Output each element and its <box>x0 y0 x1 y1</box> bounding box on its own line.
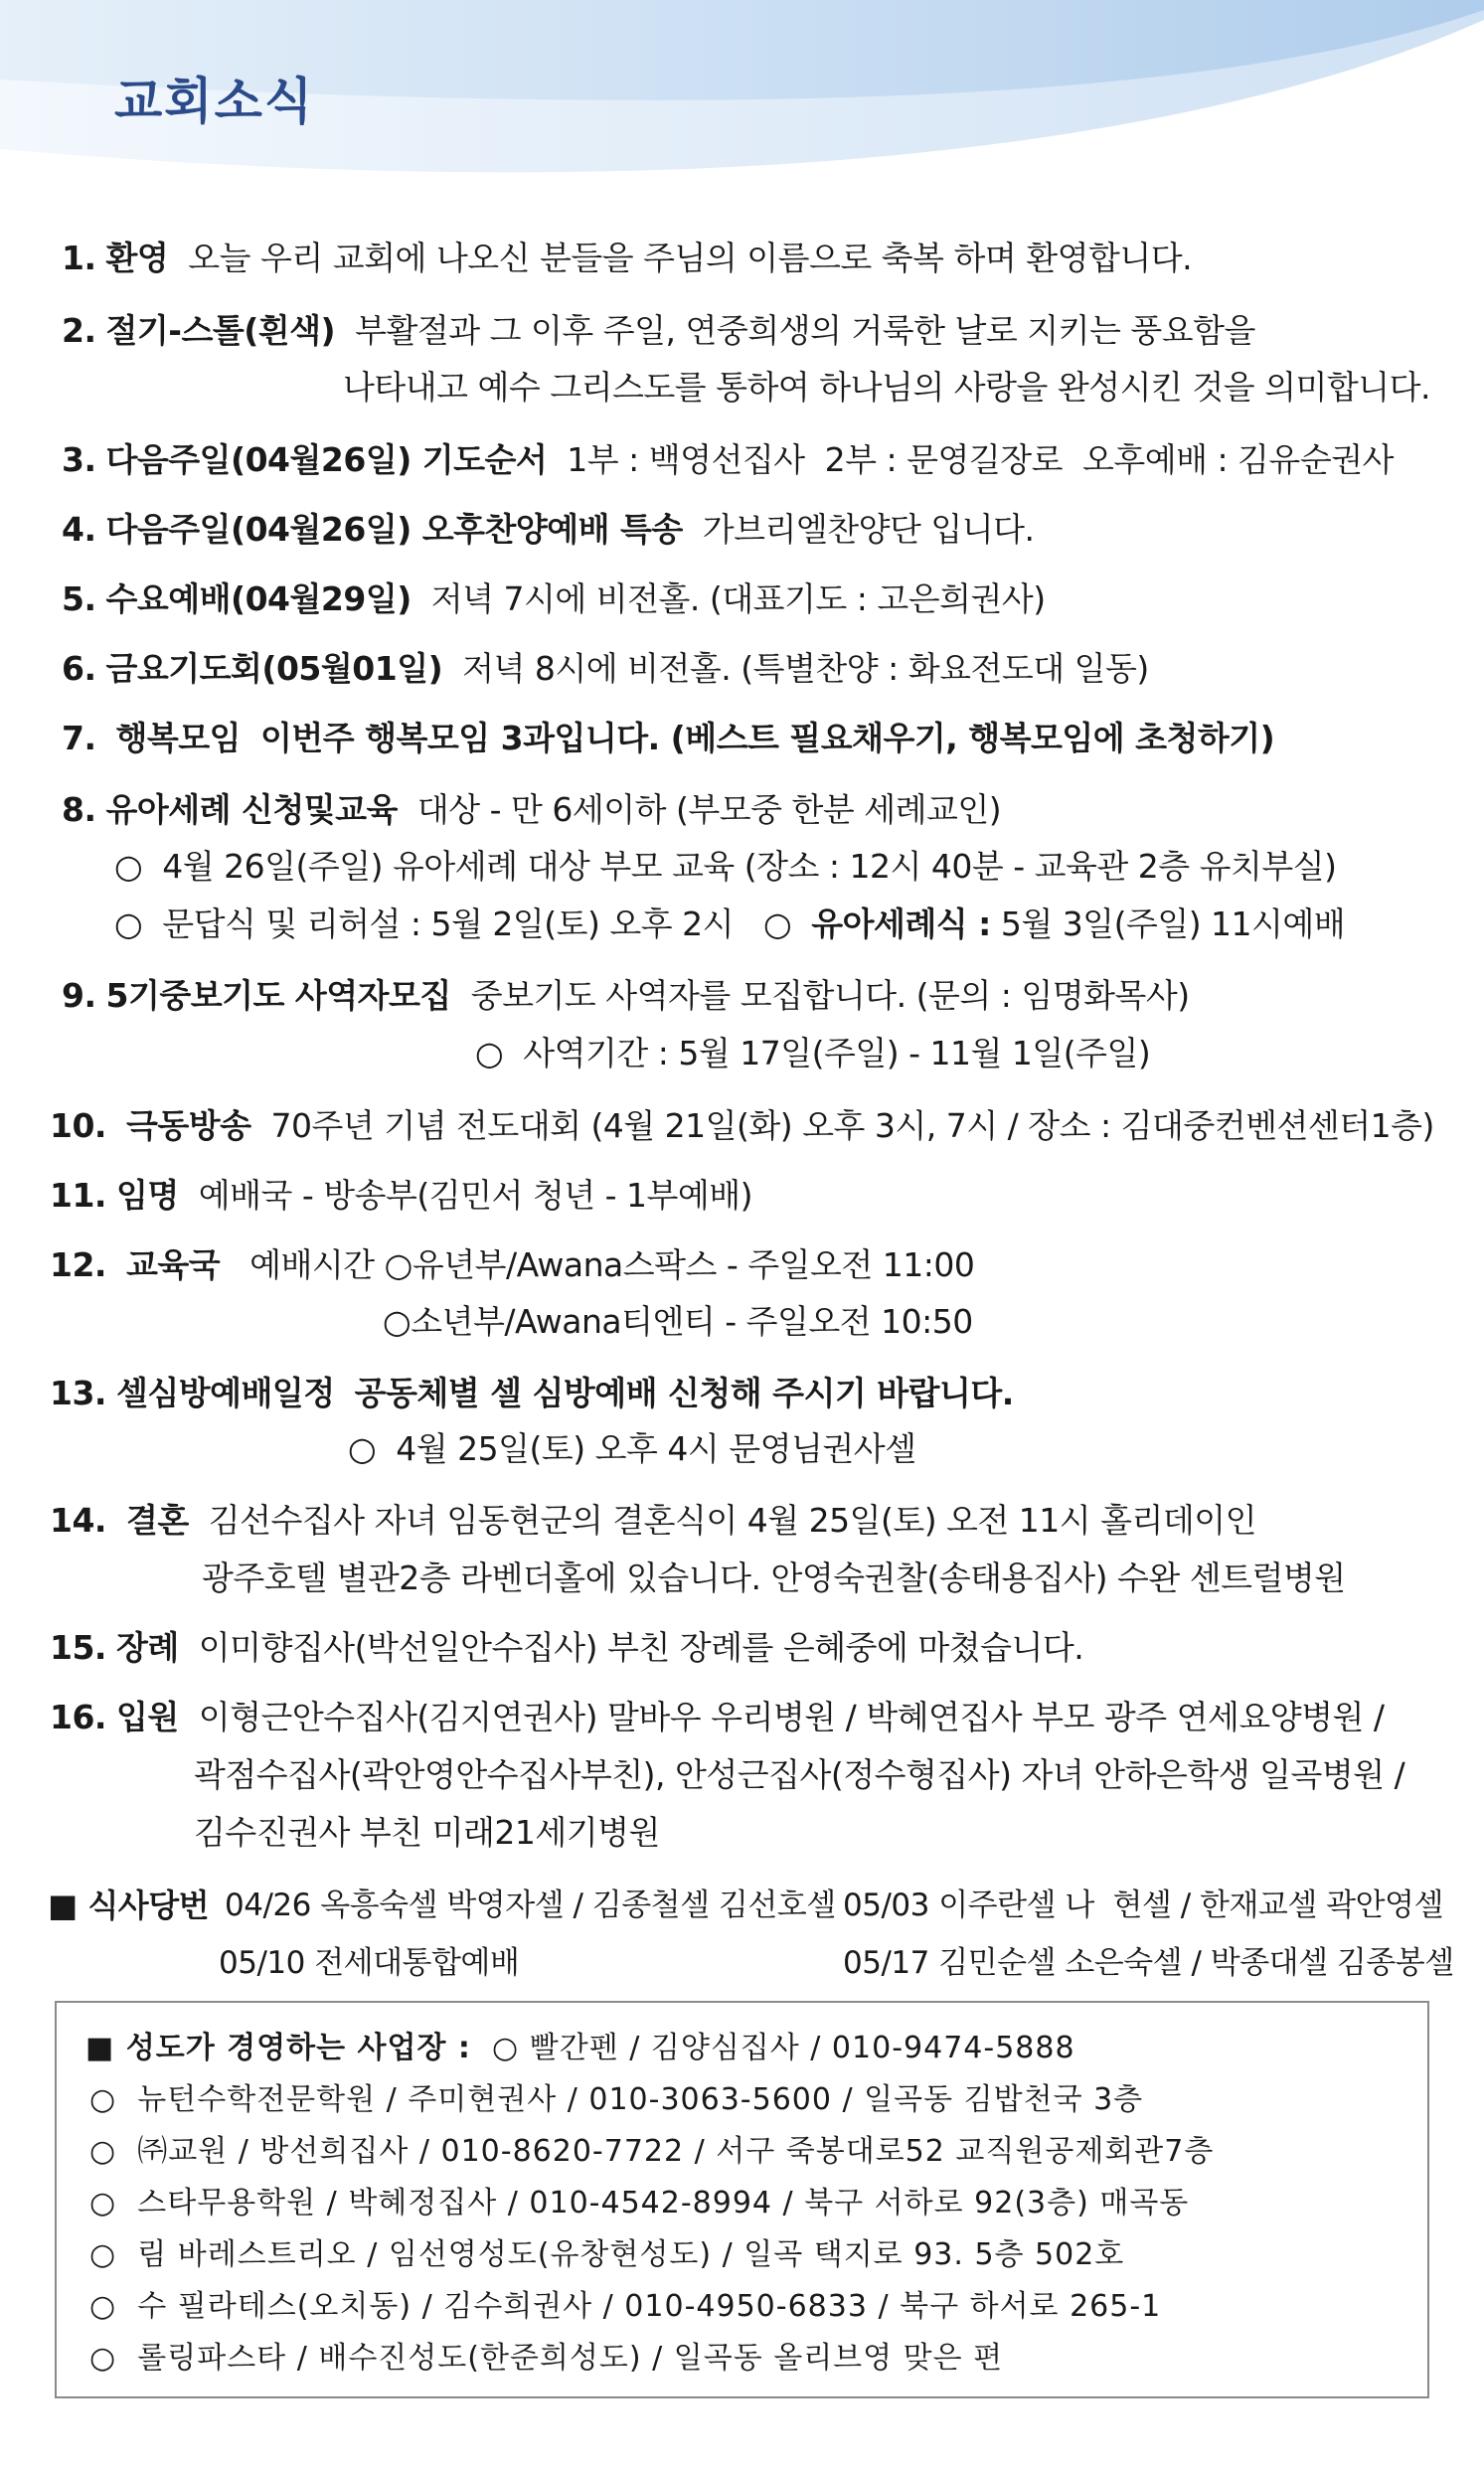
notice-item-12: 12. 교육국 예배시간 ○유년부/Awana스팍스 - 주일오전 11:00 <box>50 1245 975 1284</box>
item-label: 장례 <box>115 1628 179 1667</box>
bullet: ○ <box>492 2031 520 2065</box>
notice-item-8: 8. 유아세례 신청및교육 대상 - 만 6세이하 (부모중 한분 세례교인) <box>62 790 1002 829</box>
bullet: ○ <box>348 1429 377 1468</box>
business-line-2: ○ ㈜교원 / 방선희집사 / 010-8620-7722 / 서구 죽봉대로52 교직원공제회관7층 <box>89 2134 1215 2169</box>
item-label: 결혼 <box>125 1501 189 1540</box>
item-label: 다음주일(04월26일) 기도순서 <box>105 440 548 479</box>
notice-item-9: 9. 5기중보기도 사역자모집 중보기도 사역자를 모집합니다. (문의 : 임명화목사) <box>62 976 1190 1015</box>
bullet: ○ <box>114 904 143 943</box>
item-label: 다음주일(04월26일) 오후찬양예배 특송 <box>105 510 683 549</box>
notice-item-3: 3. 다음주일(04월26일) 기도순서 1부 : 백영선집사 2부 : 문영길장로 오후예배 : 김유순권사 <box>62 440 1394 479</box>
business-line-6: ○ 롤링파스타 / 배수진성도(한준희성도) / 일곡동 올리브영 맞은 편 <box>89 2341 1004 2376</box>
notice-item-16-cont1: 곽점수집사(곽안영안수집사부친), 안성근집사(정수형집사) 자녀 안하은학생 일곡병원 / <box>194 1755 1405 1794</box>
notice-item-8-sub1: ○ 4월 26일(주일) 유아세례 대상 부모 교육 (장소 : 12시 40분 - 교육관 2층 유치부실) <box>114 847 1337 886</box>
business-line-4: ○ 림 바레스트리오 / 임선영성도(유창현성도) / 일곡 택지로 93. 5층 502호 <box>89 2237 1125 2272</box>
bullet: ○ <box>384 1245 412 1284</box>
item-label: 극동방송 <box>125 1106 251 1145</box>
notice-item-14-cont: 광주호텔 별관2층 라벤더홀에 있습니다. 안영숙권찰(송태용집사) 수완 센트럴병원 <box>202 1559 1346 1597</box>
notice-item-9-sub: ○ 사역기간 : 5월 17일(주일) - 11월 1일(주일) <box>475 1034 1151 1072</box>
notice-item-8-sub2: ○ 문답식 및 리허설 : 5월 2일(토) 오후 2시 ○ 유아세례식 : 5월 3일(주일) 11시예배 <box>114 904 1346 943</box>
notice-item-5: 5. 수요예배(04월29일) 저녁 7시에 비전홀. (대표기도 : 고은희권사) <box>62 579 1046 618</box>
bullet: ○ <box>89 2186 117 2220</box>
notice-item-16: 16. 입원 이형근안수집사(김지연권사) 말바우 우리병원 / 박혜연집사 부모 광주 연세요양병원 / <box>50 1698 1385 1736</box>
bullet: ○ <box>89 2237 117 2272</box>
meal-duty-row1-right: 05/03 이주란셀 나 현셀 / 한재교셀 곽안영셀 <box>843 1888 1443 1923</box>
item-label: 금요기도회(05월01일) <box>105 649 443 688</box>
notice-item-15: 15. 장례 이미향집사(박선일안수집사) 부친 장례를 은혜중에 마쳤습니다. <box>50 1628 1084 1667</box>
item-label: 임명 <box>115 1176 179 1215</box>
item-label: 5기중보기도 사역자모집 <box>105 976 451 1015</box>
bullet: ○ <box>114 847 143 886</box>
item-label: 환영 <box>105 239 169 277</box>
item-label: 수요예배(04월29일) <box>105 579 412 618</box>
meal-duty-label: ■ 식사당번 <box>48 1887 210 1924</box>
notice-item-14: 14. 결혼 김선수집사 자녀 임동현군의 결혼식이 4월 25일(토) 오전 11시 홀리데이인 <box>50 1501 1257 1540</box>
notice-item-13-sub: ○ 4월 25일(토) 오후 4시 문영님권사셀 <box>348 1429 916 1468</box>
notice-item-2: 2. 절기-스톨(흰색) 부활절과 그 이후 주일, 연중희생의 거룩한 날로 지키는 풍요함을 <box>62 311 1255 350</box>
bullet: ○ <box>89 2082 117 2117</box>
meal-duty-row2-left: 05/10 전세대통합예배 <box>219 1945 520 1981</box>
item-label: 입원 <box>115 1698 179 1736</box>
notice-item-4: 4. 다음주일(04월26일) 오후찬양예배 특송 가브리엘찬양단 입니다. <box>62 510 1035 549</box>
notice-item-2-cont: 나타내고 예수 그리스도를 통하여 하나님의 사랑을 완성시킨 것을 의미합니다. <box>343 368 1431 407</box>
item-label: 유아세례 신청및교육 <box>105 790 398 829</box>
meal-duty-row2-right: 05/17 김민순셀 소은숙셀 / 박종대셀 김종봉셀 <box>843 1945 1454 1981</box>
notice-item-13: 13. 셀심방예배일정 공동체별 셀 심방예배 신청해 주시기 바랍니다. <box>50 1374 1014 1412</box>
business-heading: ■ 성도가 경영하는 사업장 : <box>85 2031 471 2065</box>
business-line-5: ○ 수 필라테스(오치동) / 김수희권사 / 010-4950-6833 / 북구 하서로 265-1 <box>89 2289 1162 2324</box>
bullet: ○ <box>89 2341 117 2376</box>
item-label: 셀심방예배일정 <box>115 1374 335 1412</box>
notice-item-7: 7. 행복모임 이번주 행복모임 3과입니다. (베스트 필요채우기, 행복모임에 초청하기) <box>62 719 1275 757</box>
notice-item-11: 11. 임명 예배국 - 방송부(김민서 청년 - 1부예배) <box>50 1176 753 1215</box>
item-label: 교육국 <box>125 1245 221 1284</box>
meal-duty-row1-left: 04/26 옥흥숙셀 박영자셀 / 김종철셀 김선호셀 <box>225 1888 836 1923</box>
business-heading-line: ■ 성도가 경영하는 사업장 : ○ 빨간펜 / 김양심집사 / 010-9474-5888 <box>85 2031 1075 2065</box>
notice-item-6: 6. 금요기도회(05월01일) 저녁 8시에 비전홀. (특별찬양 : 화요전도대 일동) <box>62 649 1149 688</box>
item-label: 행복모임 <box>115 719 241 757</box>
bullet: ○ <box>89 2289 117 2324</box>
notice-item-1: 1. 환영 오늘 우리 교회에 나오신 분들을 주님의 이름으로 축복 하며 환영합니다. <box>62 239 1193 277</box>
bullet: ○ <box>762 904 792 943</box>
item-label: 절기-스톨(흰색) <box>105 311 336 350</box>
bullet: ○ <box>475 1034 504 1072</box>
notice-item-12-sub2: ○소년부/Awana티엔티 - 주일오전 10:50 <box>383 1302 973 1341</box>
notice-item-16-cont2: 김수진권사 부친 미래21세기병원 <box>194 1813 660 1852</box>
business-line-3: ○ 스타무용학원 / 박혜정집사 / 010-4542-8994 / 북구 서하로 92(3층) 매곡동 <box>89 2186 1190 2220</box>
bullet: ○ <box>89 2134 117 2169</box>
notice-item-10: 10. 극동방송 70주년 기념 전도대회 (4월 21일(화) 오후 3시, 7시 / 장소 : 김대중컨벤션센터1층) <box>50 1106 1434 1145</box>
business-line-1: ○ 뉴턴수학전문학원 / 주미현권사 / 010-3063-5600 / 일곡동 김밥천국 3층 <box>89 2082 1144 2117</box>
page-title: 교회소식 <box>114 72 315 130</box>
bullet: ○ <box>383 1302 412 1341</box>
